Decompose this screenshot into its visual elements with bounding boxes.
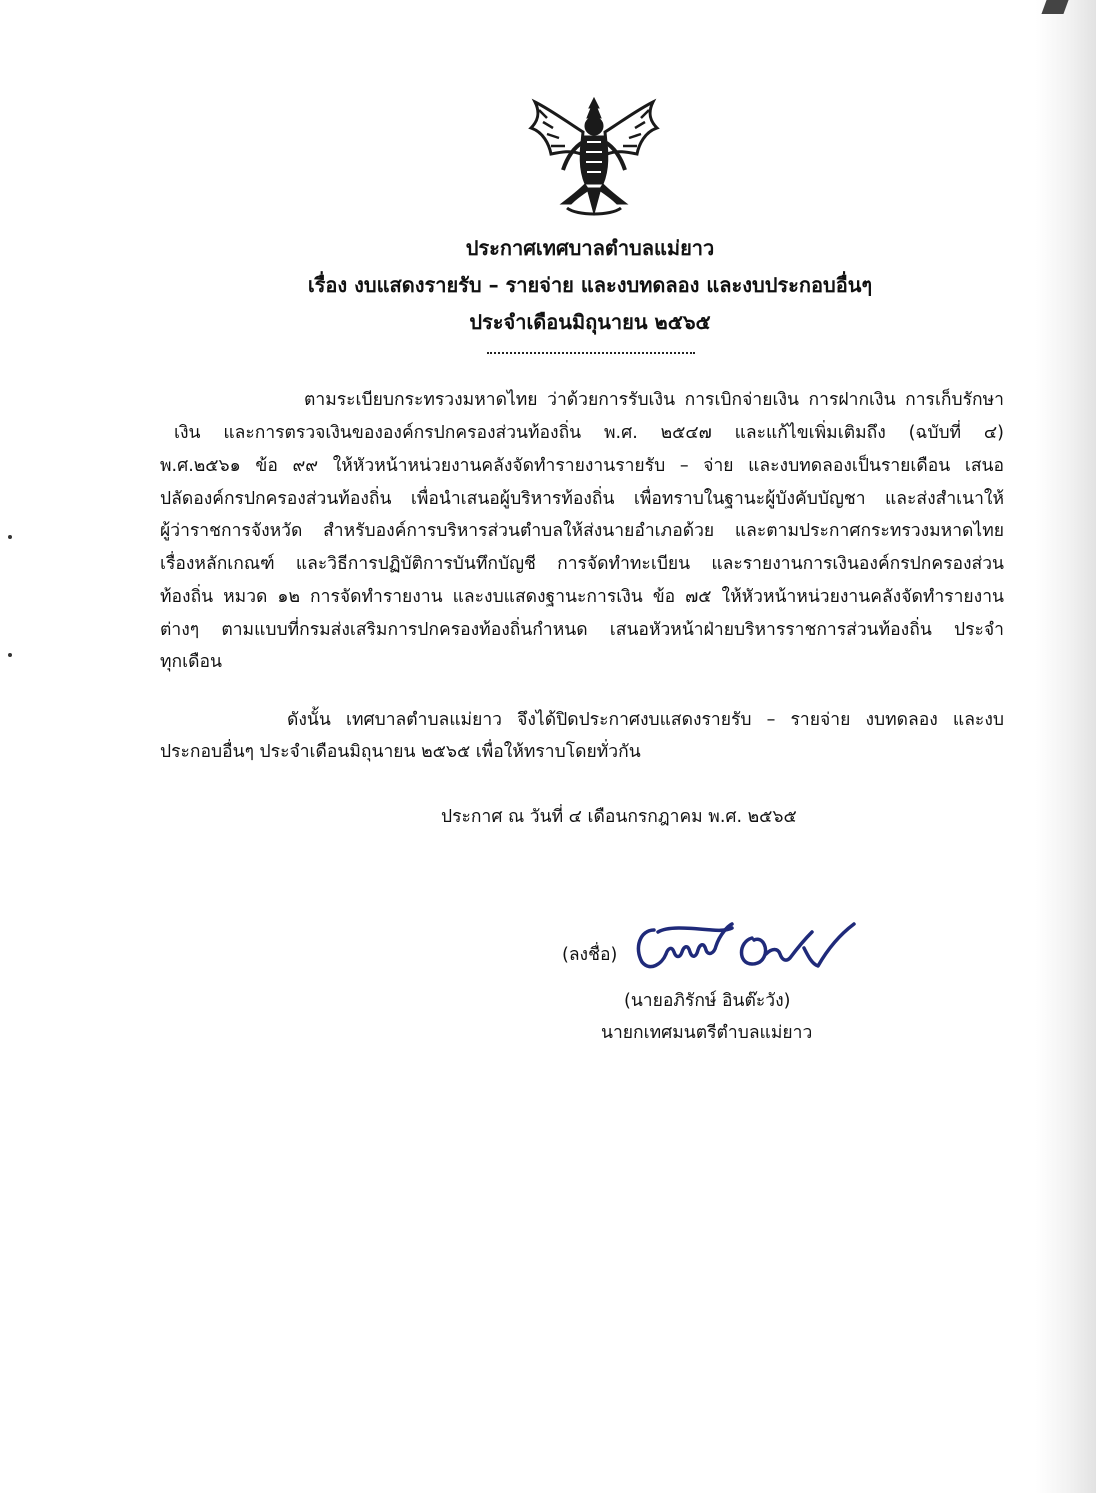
paragraph-line: ผู้ว่าราชการจังหวัด สำหรับองค์การบริหารส่วนตำบลให้ส่งนายอำเภอด้วย และตามประกาศกระทรวงมหาดไทย (160, 521, 1004, 541)
margin-dot (8, 535, 12, 539)
paragraph-line: ทุกเดือน (160, 652, 222, 672)
paragraph-line: ตามระเบียบกระทรวงมหาดไทย ว่าด้วยการรับเงิน การเบิกจ่ายเงิน การฝากเงิน การเก็บรักษา (304, 390, 1004, 410)
page-edge-shadow (1036, 0, 1096, 1493)
signer-name: (นายอภิรักษ์ อินต๊ะวัง) (624, 991, 791, 1011)
paragraph-line: ประกอบอื่นๆ ประจำเดือนมิถุนายน ๒๕๖๕ เพื่อให้ทราบโดยทั่วกัน (160, 742, 641, 762)
paragraph-line: ดังนั้น เทศบาลตำบลแม่ยาว จึงได้ปิดประกาศงบแสดงรายรับ – รายจ่าย งบทดลอง และงบ (287, 710, 1004, 730)
margin-dot (8, 653, 12, 657)
paragraph-line: พ.ศ.๒๕๖๑ ข้อ ๙๙ ให้หัวหน้าหน่วยงานคลังจัดทำรายงานรายรับ – จ่าย และงบทดลองเป็นรายเดือน เสนอ (160, 456, 1004, 476)
paragraph-line: ปลัดองค์กรปกครองส่วนท้องถิ่น เพื่อนำเสนอผู้บริหารท้องถิ่น เพื่อทราบในฐานะผู้บังคับบัญชา และส่งสำเนาให้ (160, 489, 1004, 509)
paragraph-line: เรื่องหลักเกณฑ์ และวิธีการปฏิบัติการบันทึกบัญชี การจัดทำทะเบียน และรายงานการเงินองค์กรปกครองส่วน (160, 554, 1004, 574)
handwritten-signature (628, 918, 858, 976)
title-divider (487, 352, 695, 354)
signer-position: นายกเทศมนตรีตำบลแม่ยาว (601, 1023, 813, 1043)
announcement-subject: เรื่อง งบแสดงรายรับ – รายจ่าย และงบทดลอง และงบประกอบอื่นๆ (307, 273, 873, 297)
paragraph-line: ต่างๆ ตามแบบที่กรมส่งเสริมการปกครองท้องถิ่นกำหนด เสนอหัวหน้าฝ่ายบริหารราชการส่วนท้องถิ่น ประจำ (160, 620, 1004, 640)
paragraph-line: เงิน และการตรวจเงินขององค์กรปกครองส่วนท้องถิ่น พ.ศ. ๒๕๔๗ และแก้ไขเพิ่มเติมถึง (ฉบับที่ ๔) (174, 423, 1004, 443)
paragraph-line: ท้องถิ่น หมวด ๑๒ การจัดทำรายงาน และงบแสดงฐานะการเงิน ข้อ ๗๕ ให้หัวหน้าหน่วยงานคลังจัดทำรายงาน (160, 587, 1004, 607)
sign-label: (ลงชื่อ) (562, 945, 618, 965)
garuda-emblem-icon (527, 92, 661, 222)
announcement-date: ประกาศ ณ วันที่ ๔ เดือนกรกฎาคม พ.ศ. ๒๕๖๕ (441, 807, 797, 827)
announcement-period: ประจำเดือนมิถุนายน ๒๕๖๕ (469, 310, 711, 334)
announcement-title: ประกาศเทศบาลตำบลแม่ยาว (465, 236, 715, 260)
